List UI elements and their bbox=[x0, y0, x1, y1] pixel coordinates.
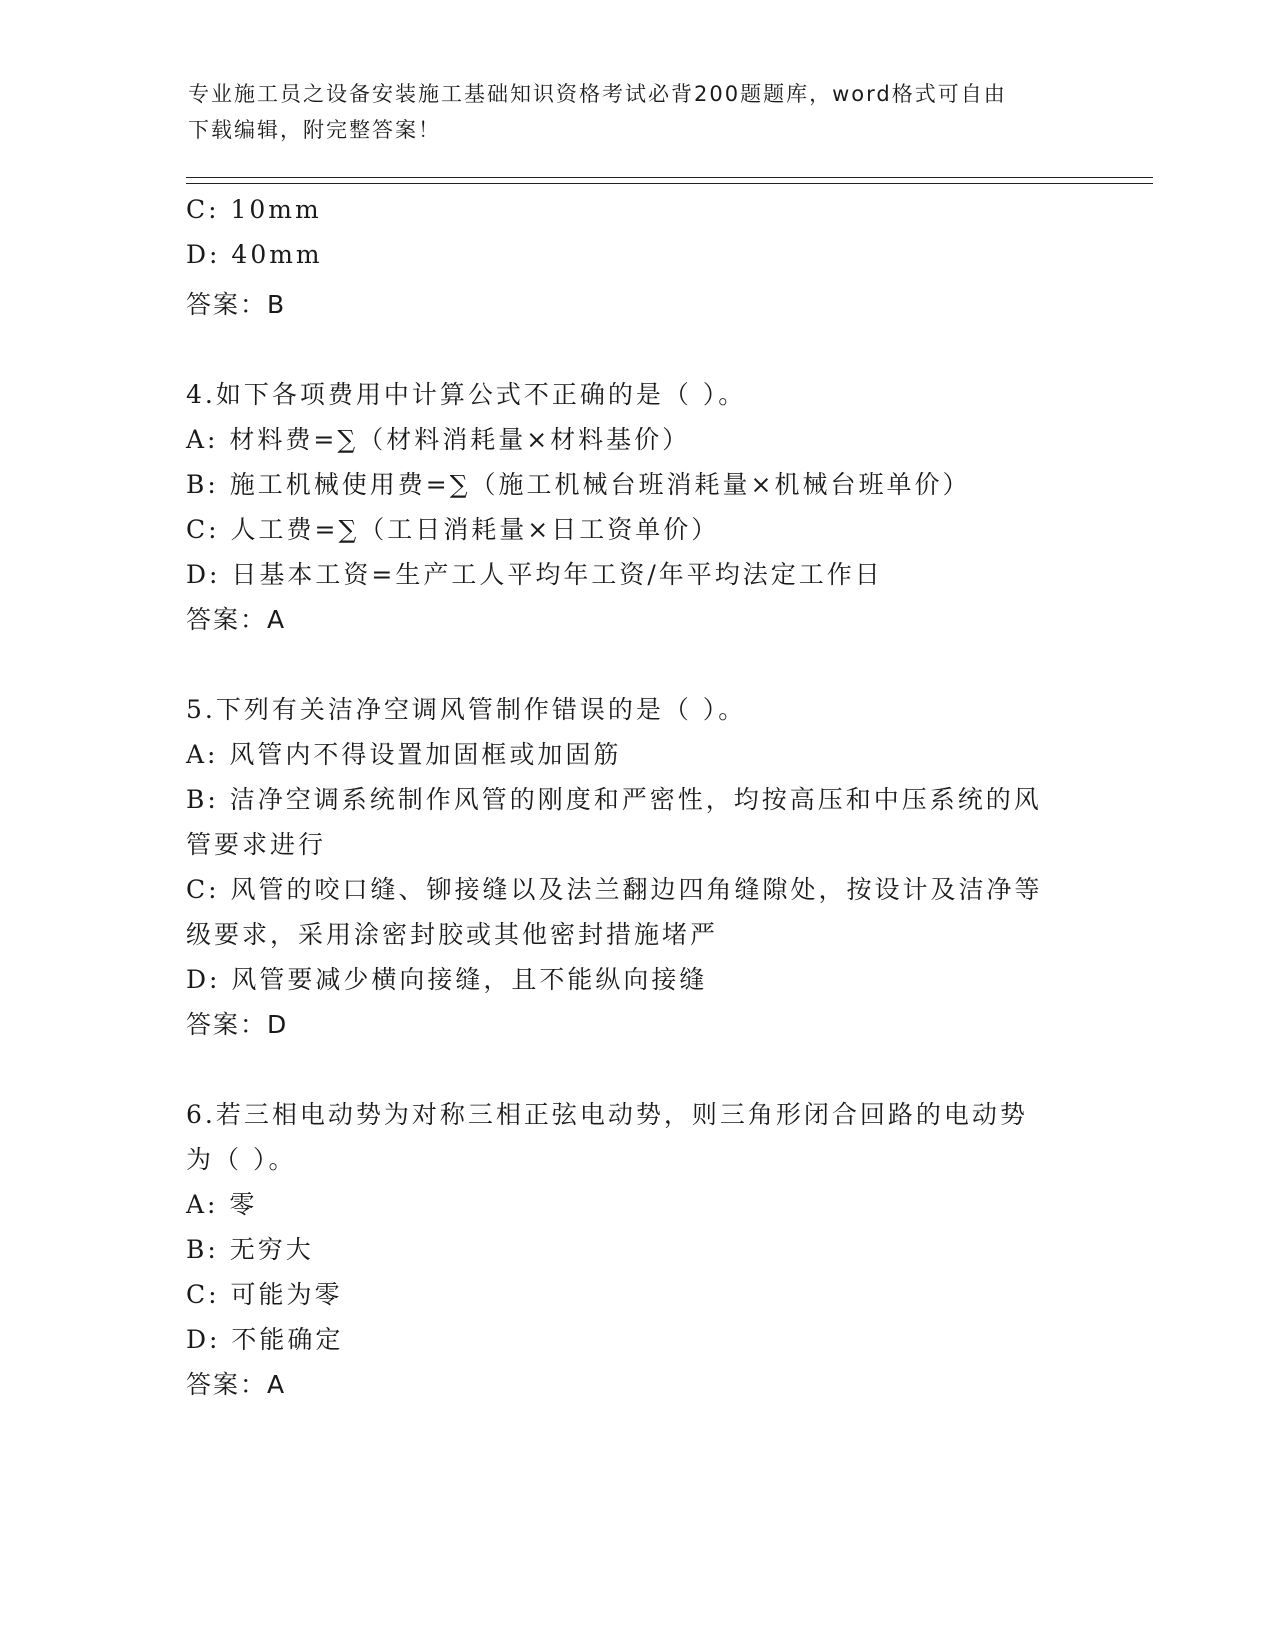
q4-question: 4.如下各项费用中计算公式不正确的是（ ）。 bbox=[186, 380, 747, 409]
q3-option-d: D: 40mm bbox=[186, 240, 323, 269]
q5-option-d: D: 风管要减少横向接缝，且不能纵向接缝 bbox=[186, 965, 708, 994]
q5-option-a: A: 风管内不得设置加固框或加固筋 bbox=[186, 740, 622, 769]
q5-question: 5.下列有关洁净空调风管制作错误的是（ ）。 bbox=[186, 695, 747, 724]
q5-option-b-line-1: B: 洁净空调系统制作风管的刚度和严密性，均按高压和中压系统的风 bbox=[186, 785, 1042, 814]
q3-answer: 答案：B bbox=[186, 290, 287, 319]
document-header bbox=[188, 76, 1068, 148]
q4-option-c: C: 人工费=∑（工日消耗量×日工资单价） bbox=[186, 515, 720, 544]
q5-option-b-line-2: 管要求进行 bbox=[186, 830, 327, 859]
q6-question-line-1: 6.若三相电动势为对称三相正弦电动势，则三角形闭合回路的电动势 bbox=[186, 1100, 1028, 1129]
q3-option-c: C: 10mm bbox=[186, 195, 322, 224]
q4-option-d: D: 日基本工资=生产工人平均年工资/年平均法定工作日 bbox=[186, 560, 883, 589]
q6-option-b: B: 无穷大 bbox=[186, 1235, 314, 1264]
q5-answer: 答案：D bbox=[186, 1010, 289, 1039]
q5-option-c-line-1: C: 风管的咬口缝、铆接缝以及法兰翻边四角缝隙处，按设计及洁净等 bbox=[186, 875, 1043, 904]
q6-option-d: D: 不能确定 bbox=[186, 1325, 344, 1354]
q6-option-c: C: 可能为零 bbox=[186, 1280, 343, 1309]
q6-option-a: A: 零 bbox=[186, 1190, 258, 1219]
header-divider-top bbox=[186, 177, 1153, 178]
header-line-1: 专业施工员之设备安装施工基础知识资格考试必背200题题库，word格式可自由 bbox=[188, 82, 1007, 106]
q5-option-c-line-2: 级要求，采用涂密封胶或其他密封措施堵严 bbox=[186, 920, 719, 949]
q6-question-line-2: 为（ ）。 bbox=[186, 1145, 297, 1174]
q4-option-a: A: 材料费=∑（材料消耗量×材料基价） bbox=[186, 425, 691, 454]
q4-answer: 答案：A bbox=[186, 605, 287, 634]
header-line-2: 下载编辑，附完整答案！ bbox=[188, 118, 441, 142]
q6-answer: 答案：A bbox=[186, 1370, 287, 1399]
header-divider-bottom bbox=[186, 183, 1153, 184]
q4-option-b: B: 施工机械使用费=∑（施工机械台班消耗量×机械台班单价） bbox=[186, 470, 971, 499]
